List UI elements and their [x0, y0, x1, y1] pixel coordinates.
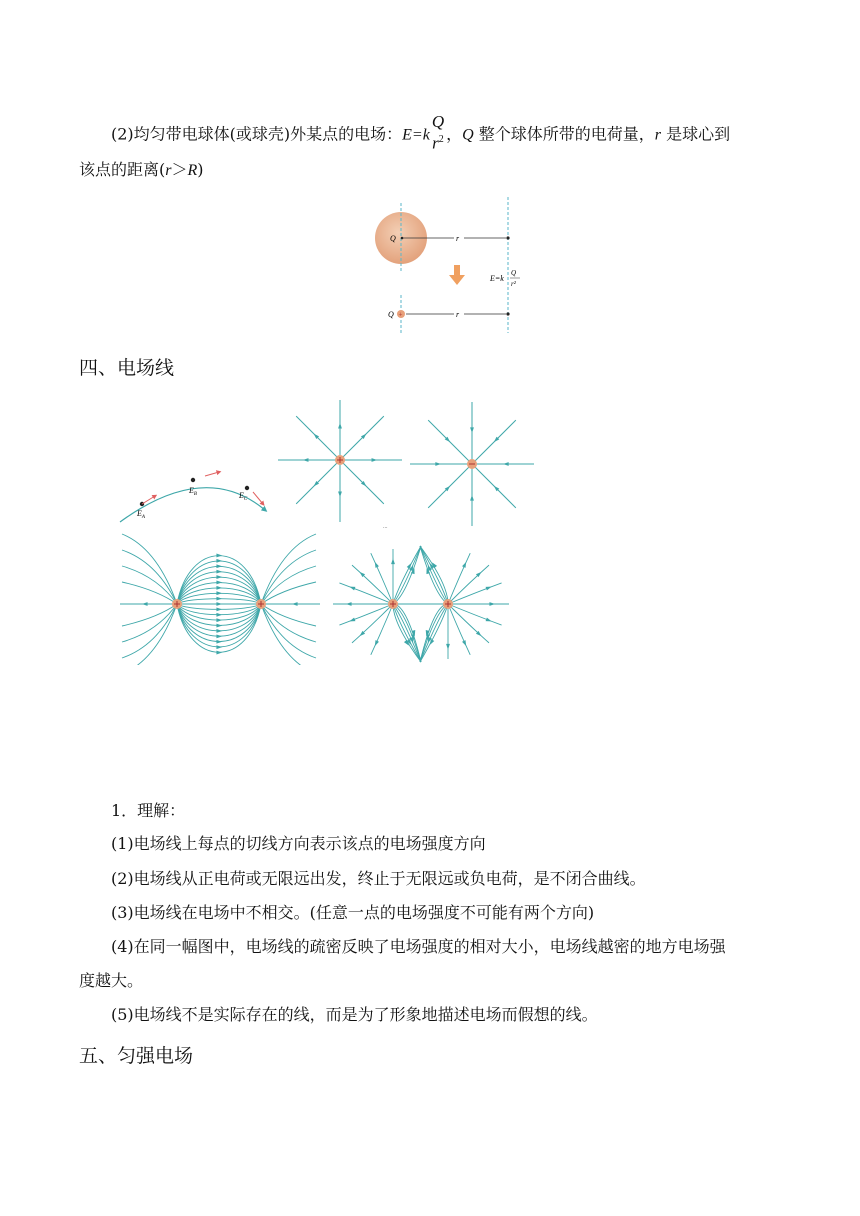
neg-arrow-6 [470, 427, 474, 433]
label-ea: $E_A$ [137, 509, 145, 520]
formula-fraction: Q $r^2$ [431, 112, 445, 153]
neg-arrow-4 [435, 462, 441, 466]
pos-arrow-6 [338, 423, 342, 429]
neg-arrow-2 [470, 495, 474, 501]
like-arrow-1-4 [446, 644, 450, 650]
pos-line-7 [340, 416, 384, 460]
like-curve-0-15 [393, 546, 421, 604]
like-curve-1-9 [420, 546, 448, 604]
neg-arrow-0 [503, 462, 509, 466]
dipole-arrow-0-2 [216, 591, 222, 595]
understanding-item-4-cont: 度越大。 [79, 971, 144, 990]
like-arrow-1-15 [486, 587, 492, 591]
pos-arrow-0 [372, 458, 378, 462]
like-arrow-0-5 [375, 640, 379, 646]
negative-charge-field [410, 402, 534, 526]
like-curve-1-11 [420, 546, 448, 604]
like-curve-1-10 [420, 546, 448, 604]
dipole-arrow-1-6 [216, 634, 222, 638]
dipole-outer-b-1-3 [261, 604, 316, 658]
dipole-arrow-1-3 [216, 618, 222, 622]
dipole-arrow-0-6 [216, 570, 222, 574]
dipole-outer-a-1-1 [122, 604, 177, 626]
like-arrow-1-13 [462, 562, 466, 568]
like-curve-1-2 [448, 604, 489, 643]
down-arrow-icon [449, 265, 465, 285]
dipole-axis-arrow-l [142, 602, 148, 606]
like-curve-0-10 [352, 565, 393, 604]
understanding-item-3: (3)电场线在电场中不相交。(任意一点的电场强度不可能有两个方向) [111, 903, 595, 922]
like-curve-0-9 [339, 583, 393, 604]
like-curve-0-14 [393, 546, 421, 604]
pos-line-5 [296, 416, 340, 460]
dipole-outer-b-0-1 [261, 582, 316, 604]
pos-arrow-2 [338, 492, 342, 498]
like-arrow-0-7 [349, 618, 355, 622]
like-curve-1-14 [448, 565, 489, 604]
understanding-item-5: (5)电场线不是实际存在的线，而是为了形象地描述电场而假想的线。 [111, 1005, 598, 1024]
dipole-axis-arrow-m [216, 602, 222, 606]
like-curve-1-5 [420, 604, 448, 662]
dipole-outer-b-0-3 [261, 550, 316, 604]
dipole-arrow-1-1 [216, 607, 222, 611]
like-curve-0-0 [393, 604, 421, 662]
like-curve-0-7 [339, 604, 393, 625]
dipole-arrow-1-9 [216, 651, 222, 655]
like-curve-1-15 [448, 583, 502, 604]
formula-e-label: E=k [490, 274, 504, 283]
point-dot-top [506, 236, 509, 239]
like-arrow-0-11 [375, 562, 379, 568]
dipole-opposite-field [120, 534, 320, 665]
dipole-axis-arrow-r [292, 602, 298, 606]
pos-line-1 [340, 460, 384, 504]
sphere-field-figure [370, 195, 530, 335]
label-q-bottom: Q [388, 310, 394, 319]
like-charges-field [333, 546, 509, 662]
label-eb: $E_B$ [189, 486, 197, 497]
like-curve-1-8 [420, 604, 448, 662]
pos-arrow-4 [303, 458, 309, 462]
dipole-arrow-1-7 [216, 640, 222, 644]
dipole-outer-a-0-3 [122, 550, 177, 604]
like-curve-0-4 [393, 604, 421, 662]
dipole-outer-b-1-1 [261, 604, 316, 626]
dipole-arrow-1-2 [216, 613, 222, 617]
like-curve-0-6 [352, 604, 393, 643]
label-r-top: r [456, 234, 460, 243]
pos-line-3 [296, 460, 340, 504]
like-arrow-1-1 [486, 618, 492, 622]
understanding-item-4: (4)在同一幅图中，电场线的疏密反映了电场强度的相对大小，电场线越密的地方电场强 [111, 937, 726, 956]
dipole-arrow-0-4 [216, 581, 222, 585]
dots-label: ... [383, 524, 388, 530]
dipole-arrow-1-5 [216, 629, 222, 633]
dipole-outer-a-1-3 [122, 604, 177, 658]
formula-r2-label: r² [511, 280, 516, 288]
understanding-title: 1．理解： [111, 801, 186, 820]
point-dot-bottom [506, 312, 509, 315]
like-arrow-0-12 [391, 558, 395, 564]
heading-uniform-field: 五、匀强电场 [79, 1045, 194, 1067]
like-arrow-0-9 [349, 587, 355, 591]
formula-lhs: E=k [402, 126, 430, 144]
like-curve-1-7 [420, 604, 448, 662]
label-r-bottom: r [456, 310, 460, 319]
understanding-item-1: (1)电场线上每点的切线方向表示该点的电场强度方向 [111, 834, 486, 853]
dipole-arrow-0-9 [216, 554, 222, 558]
dipole-arrow-0-8 [216, 559, 222, 563]
label-q-top: Q [390, 234, 396, 243]
dipole-outer-a-1-4 [122, 604, 177, 665]
dipole-outer-b-1-4 [261, 604, 316, 665]
like-curve-0-13 [393, 546, 421, 604]
dipole-arrow-0-1 [216, 597, 222, 601]
dipole-arrow-0-5 [216, 575, 222, 579]
like-curve-1-6 [420, 604, 448, 662]
curved-field-line [120, 472, 265, 522]
dipole-arrow-1-8 [216, 645, 222, 649]
formula-q-label: Q [511, 269, 517, 277]
dipole-arrow-0-7 [216, 564, 222, 568]
like-curve-0-2 [393, 604, 421, 662]
like-arrow-1-3 [462, 640, 466, 646]
like-curve-1-1 [448, 604, 502, 625]
like-curve-1-12 [420, 546, 448, 604]
dipole-arrow-1-4 [216, 624, 222, 628]
understanding-item-2: (2)电场线从正电荷或无限远出发，终止于无限远或负电荷，是不闭合曲线。 [111, 869, 646, 888]
plus-icon: + [398, 310, 403, 319]
heading-field-lines: 四、电场线 [79, 357, 175, 379]
sphere-field-paragraph-line2: 该点的距离(r＞R) [79, 160, 204, 179]
like-curve-0-3 [393, 604, 421, 662]
positive-charge-field [278, 400, 402, 522]
dipole-arrow-0-3 [216, 586, 222, 590]
like-curve-0-1 [393, 604, 421, 662]
sphere-field-paragraph: (2)均匀带电球体(或球壳)外某点的电场：E=k Q $r^2$ ，Q 整个球体所带的电荷量，r 是球心到 [111, 112, 731, 153]
dipole-outer-a-0-1 [122, 582, 177, 604]
label-ec: $E_C$ [239, 491, 248, 502]
center-dot-top [401, 237, 404, 240]
field-lines-figure [115, 400, 535, 665]
